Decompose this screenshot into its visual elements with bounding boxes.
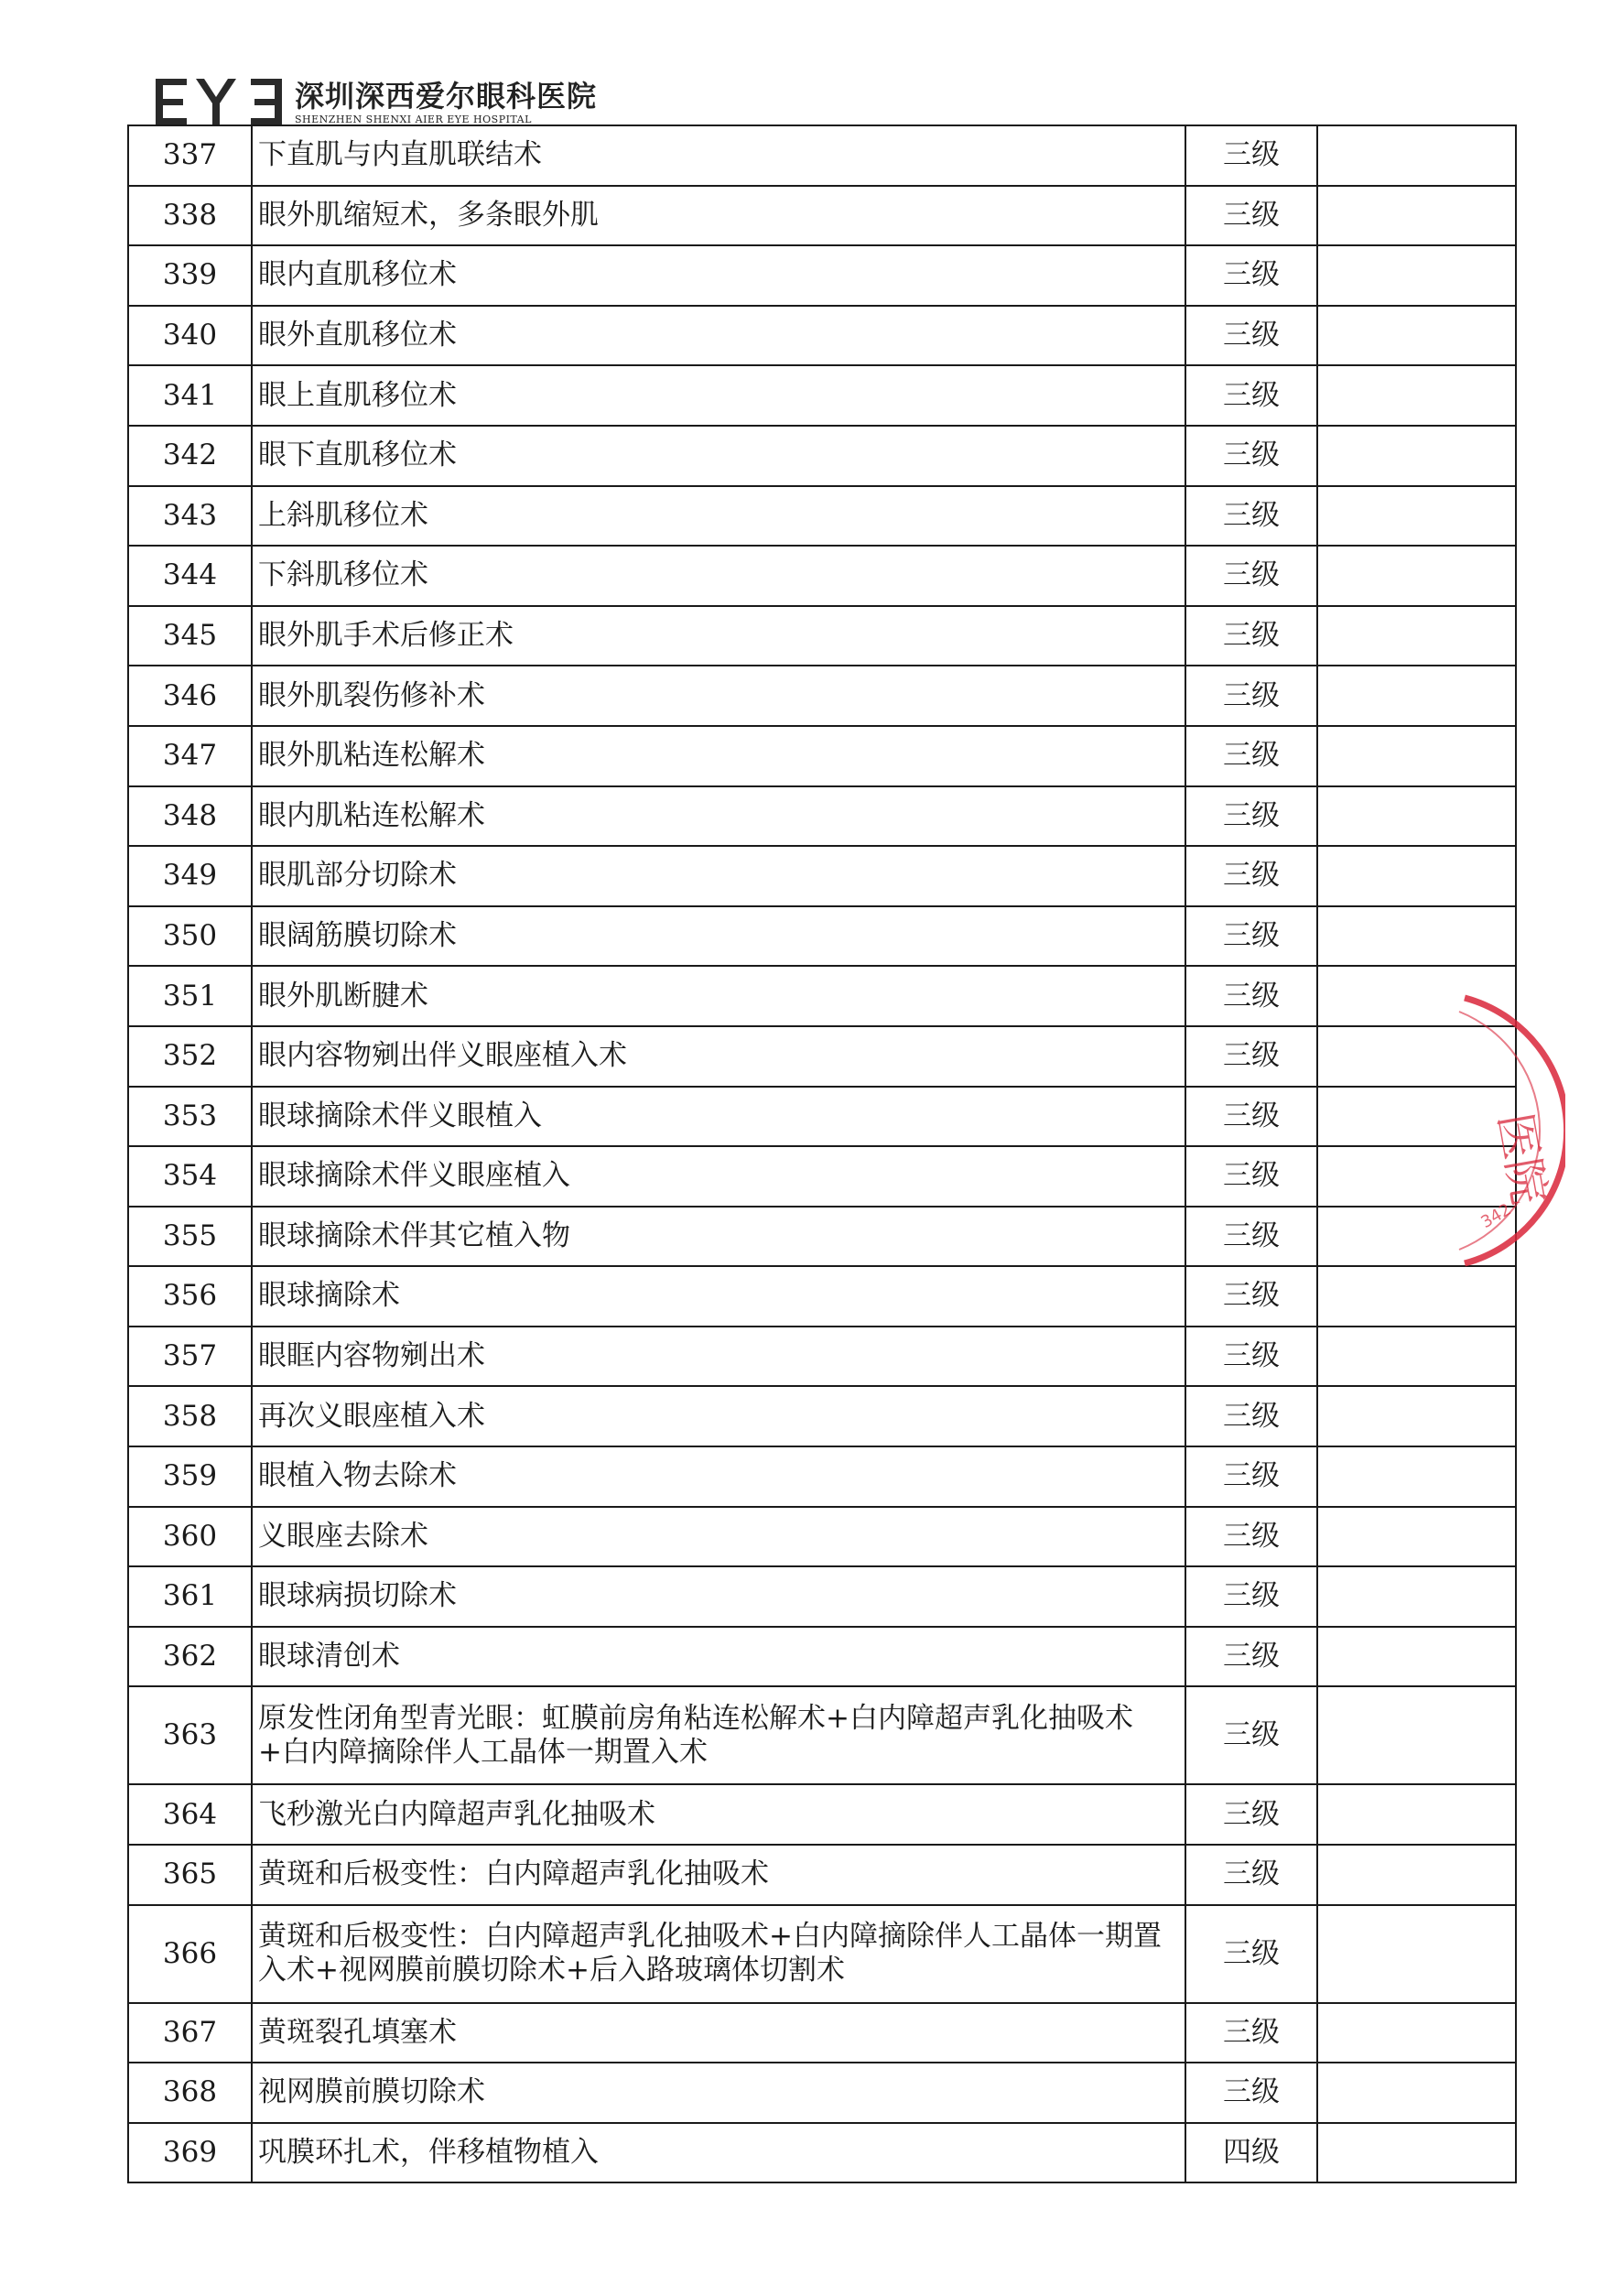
row-number: 369 <box>128 2123 252 2183</box>
row-number: 354 <box>128 1146 252 1207</box>
table-row <box>128 1207 1516 1267</box>
procedure-name: 眼植入物去除术 <box>252 1446 1185 1507</box>
procedure-level: 三级 <box>1185 125 1317 186</box>
svg-text:医院: 医院 <box>1488 1109 1556 1208</box>
procedure-name: 眼外肌粘连松解术 <box>252 726 1185 786</box>
table-row <box>128 606 1516 666</box>
procedure-table-body <box>128 125 1516 2182</box>
procedure-level: 三级 <box>1185 1026 1317 1087</box>
table-row <box>128 1905 1516 2003</box>
procedure-name: 眼内容物剜出伴义眼座植入术 <box>252 1026 1185 1087</box>
procedure-level: 三级 <box>1185 486 1317 547</box>
procedure-level: 三级 <box>1185 1146 1317 1207</box>
procedure-name: 眼球摘除术伴义眼座植入 <box>252 1146 1185 1207</box>
procedure-level: 三级 <box>1185 786 1317 847</box>
table-row <box>128 666 1516 726</box>
empty-cell <box>1317 306 1516 366</box>
procedure-level: 三级 <box>1185 966 1317 1026</box>
procedure-name: 黄斑和后极变性：白内障超声乳化抽吸术 <box>252 1845 1185 1905</box>
table-row <box>128 966 1516 1026</box>
row-number: 347 <box>128 726 252 786</box>
row-number: 366 <box>128 1905 252 2003</box>
empty-cell <box>1317 1446 1516 1507</box>
table-row <box>128 1627 1516 1687</box>
svg-text:342: 342 <box>1477 1199 1515 1233</box>
procedure-name: 黄斑裂孔填塞术 <box>252 2003 1185 2063</box>
procedure-name: 眼球清创术 <box>252 1627 1185 1687</box>
procedure-level: 三级 <box>1185 666 1317 726</box>
procedure-name: 原发性闭角型青光眼：虹膜前房角粘连松解术+白内障超声乳化抽吸术+白内障摘除伴人工晶体一期置入术 <box>252 1686 1185 1784</box>
procedure-level: 三级 <box>1185 1327 1317 1387</box>
empty-cell <box>1317 2123 1516 2183</box>
procedure-level: 三级 <box>1185 1266 1317 1327</box>
table-row <box>128 1446 1516 1507</box>
table-row <box>128 365 1516 426</box>
procedure-name: 下直肌与内直肌联结术 <box>252 125 1185 186</box>
procedure-name: 巩膜环扎术，伴移植物植入 <box>252 2123 1185 2183</box>
table-row <box>128 1566 1516 1627</box>
procedure-name: 眼外直肌移位术 <box>252 306 1185 366</box>
row-number: 358 <box>128 1386 252 1446</box>
procedure-level: 三级 <box>1185 1784 1317 1845</box>
procedure-level: 三级 <box>1185 1507 1317 1567</box>
row-number: 338 <box>128 186 252 246</box>
procedure-level: 三级 <box>1185 186 1317 246</box>
empty-cell <box>1317 606 1516 666</box>
row-number: 340 <box>128 306 252 366</box>
row-number: 339 <box>128 245 252 306</box>
table-row <box>128 1784 1516 1845</box>
table-row <box>128 125 1516 186</box>
table-row <box>128 245 1516 306</box>
table-row <box>128 846 1516 906</box>
procedure-name: 眼上直肌移位术 <box>252 365 1185 426</box>
procedure-name: 再次义眼座植入术 <box>252 1386 1185 1446</box>
procedure-name: 眼下直肌移位术 <box>252 426 1185 486</box>
row-number: 344 <box>128 546 252 606</box>
row-number: 365 <box>128 1845 252 1905</box>
table-row <box>128 1087 1516 1147</box>
empty-cell <box>1317 1784 1516 1845</box>
empty-cell <box>1317 846 1516 906</box>
table-row <box>128 2123 1516 2183</box>
table-row <box>128 186 1516 246</box>
table-row <box>128 1146 1516 1207</box>
empty-cell <box>1317 2063 1516 2123</box>
procedure-level: 三级 <box>1185 1087 1317 1147</box>
procedure-name: 飞秒激光白内障超声乳化抽吸术 <box>252 1784 1185 1845</box>
procedure-name: 眼球摘除术伴其它植入物 <box>252 1207 1185 1267</box>
table-row <box>128 1686 1516 1784</box>
row-number: 351 <box>128 966 252 1026</box>
procedure-name: 眼眶内容物剜出术 <box>252 1327 1185 1387</box>
row-number: 360 <box>128 1507 252 1567</box>
empty-cell <box>1317 125 1516 186</box>
empty-cell <box>1317 786 1516 847</box>
hospital-name-cn: 深圳深西爱尔眼科医院 <box>295 79 598 114</box>
table-row <box>128 726 1516 786</box>
empty-cell <box>1317 1266 1516 1327</box>
empty-cell <box>1317 1905 1516 2003</box>
procedure-level: 三级 <box>1185 1627 1317 1687</box>
row-number: 364 <box>128 1784 252 1845</box>
procedure-name: 眼阔筋膜切除术 <box>252 906 1185 967</box>
procedure-name: 眼球摘除术伴义眼植入 <box>252 1087 1185 1147</box>
table-row <box>128 2063 1516 2123</box>
procedure-level: 三级 <box>1185 1905 1317 2003</box>
table-row <box>128 1266 1516 1327</box>
table-row <box>128 906 1516 967</box>
procedure-name: 黄斑和后极变性：白内障超声乳化抽吸术+白内障摘除伴人工晶体一期置入术+视网膜前膜切除术+后入路玻璃体切割术 <box>252 1905 1185 2003</box>
table-row <box>128 1507 1516 1567</box>
row-number: 353 <box>128 1087 252 1147</box>
empty-cell <box>1317 906 1516 967</box>
empty-cell <box>1317 1686 1516 1784</box>
empty-cell <box>1317 666 1516 726</box>
procedure-level: 三级 <box>1185 2003 1317 2063</box>
row-number: 341 <box>128 365 252 426</box>
table-row <box>128 786 1516 847</box>
row-number: 337 <box>128 125 252 186</box>
procedure-level: 三级 <box>1185 846 1317 906</box>
procedure-level: 三级 <box>1185 1446 1317 1507</box>
empty-cell <box>1317 426 1516 486</box>
procedure-name: 眼外肌手术后修正术 <box>252 606 1185 666</box>
hospital-logo <box>156 75 284 128</box>
empty-cell <box>1317 186 1516 246</box>
procedure-name: 眼内直肌移位术 <box>252 245 1185 306</box>
procedure-name: 上斜肌移位术 <box>252 486 1185 547</box>
row-number: 348 <box>128 786 252 847</box>
row-number: 357 <box>128 1327 252 1387</box>
procedure-level: 三级 <box>1185 1386 1317 1446</box>
procedure-name: 眼球摘除术 <box>252 1266 1185 1327</box>
empty-cell <box>1317 486 1516 547</box>
row-number: 352 <box>128 1026 252 1087</box>
row-number: 342 <box>128 426 252 486</box>
row-number: 350 <box>128 906 252 967</box>
procedure-level: 三级 <box>1185 726 1317 786</box>
procedure-name: 眼外肌断腱术 <box>252 966 1185 1026</box>
table-row <box>128 2003 1516 2063</box>
procedure-level: 三级 <box>1185 906 1317 967</box>
procedure-level: 三级 <box>1185 306 1317 366</box>
table-row <box>128 1386 1516 1446</box>
empty-cell <box>1317 1627 1516 1687</box>
empty-cell <box>1317 245 1516 306</box>
row-number: 349 <box>128 846 252 906</box>
row-number: 356 <box>128 1266 252 1327</box>
empty-cell <box>1317 365 1516 426</box>
procedure-level: 三级 <box>1185 546 1317 606</box>
procedure-level: 三级 <box>1185 1207 1317 1267</box>
table-row <box>128 1327 1516 1387</box>
hospital-name-en: SHENZHEN SHENXI AIER EYE HOSPITAL <box>295 114 532 125</box>
table-row <box>128 426 1516 486</box>
row-number: 346 <box>128 666 252 726</box>
procedure-name: 眼球病损切除术 <box>252 1566 1185 1627</box>
row-number: 363 <box>128 1686 252 1784</box>
procedure-level: 三级 <box>1185 245 1317 306</box>
row-number: 359 <box>128 1446 252 1507</box>
row-number: 361 <box>128 1566 252 1627</box>
procedure-name: 义眼座去除术 <box>252 1507 1185 1567</box>
procedure-level: 三级 <box>1185 426 1317 486</box>
empty-cell <box>1317 1566 1516 1627</box>
empty-cell <box>1317 1845 1516 1905</box>
table-row <box>128 486 1516 547</box>
row-number: 345 <box>128 606 252 666</box>
table-row <box>128 1026 1516 1087</box>
procedure-name: 视网膜前膜切除术 <box>252 2063 1185 2123</box>
row-number: 355 <box>128 1207 252 1267</box>
row-number: 367 <box>128 2003 252 2063</box>
page-header <box>156 73 613 130</box>
empty-cell <box>1317 546 1516 606</box>
procedure-level: 三级 <box>1185 2063 1317 2123</box>
procedure-table <box>127 125 1517 2183</box>
hospital-seal-stamp <box>1455 993 1565 1268</box>
table-row <box>128 306 1516 366</box>
row-number: 362 <box>128 1627 252 1687</box>
empty-cell <box>1317 1327 1516 1387</box>
procedure-level: 三级 <box>1185 1845 1317 1905</box>
procedure-name: 眼外肌缩短术，多条眼外肌 <box>252 186 1185 246</box>
row-number: 343 <box>128 486 252 547</box>
procedure-level: 三级 <box>1185 1686 1317 1784</box>
procedure-name: 眼内肌粘连松解术 <box>252 786 1185 847</box>
table-row <box>128 546 1516 606</box>
procedure-name: 眼肌部分切除术 <box>252 846 1185 906</box>
empty-cell <box>1317 1507 1516 1567</box>
procedure-name: 下斜肌移位术 <box>252 546 1185 606</box>
table-row <box>128 1845 1516 1905</box>
procedure-level: 三级 <box>1185 1566 1317 1627</box>
empty-cell <box>1317 1386 1516 1446</box>
empty-cell <box>1317 2003 1516 2063</box>
empty-cell <box>1317 726 1516 786</box>
procedure-level: 三级 <box>1185 365 1317 426</box>
procedure-level: 三级 <box>1185 606 1317 666</box>
procedure-name: 眼外肌裂伤修补术 <box>252 666 1185 726</box>
procedure-level: 四级 <box>1185 2123 1317 2183</box>
row-number: 368 <box>128 2063 252 2123</box>
